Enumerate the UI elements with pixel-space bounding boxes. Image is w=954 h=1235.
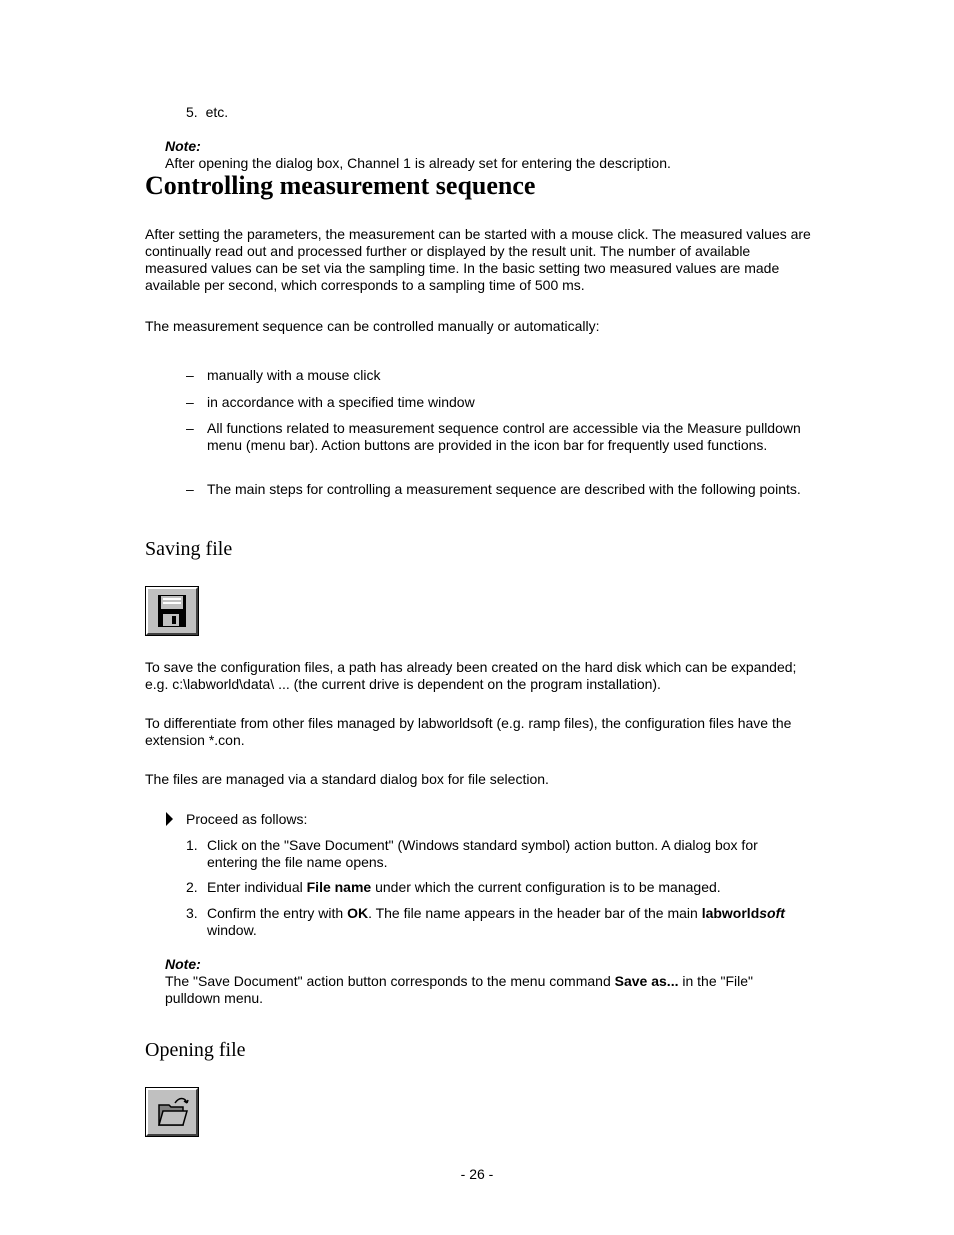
paragraph: After setting the parameters, the measurement can be started with a mouse click. The measured values are continually read out and processed further or displayed by the result unit. The number of available measured values can be set via the sampling time. In the basic setting two measured values are made available per second, which corresponds to a sampling time of 500 ms. [145,226,811,293]
note [165,956,795,1007]
arrow-bullet-icon [166,812,173,826]
floppy-disk-icon [157,594,187,628]
subsection-heading: Saving file [145,538,233,560]
save-document-button[interactable] [146,587,198,635]
step-number: 3. [186,905,198,921]
dash-marker: – [186,481,194,497]
paragraph: To differentiate from other files managed by labworldsoft (e.g. ramp files), the configuration files have the extension *.con. [145,715,792,748]
note-text: After opening the dialog box, Channel 1 is already set for entering the description. [165,155,671,171]
open-folder-icon [157,1095,191,1129]
list-text: All functions related to measurement sequence control are accessible via the Measure pulldown menu (menu bar). Action buttons are provided in the icon bar for frequently used functions. [207,420,801,453]
instruction-intro: Proceed as follows: [186,811,308,827]
list-text: etc. [205,104,229,120]
step-number: 1. [186,837,198,853]
paragraph: The files are managed via a standard dialog box for file selection. [145,771,549,787]
list-number: 5. [186,104,198,120]
dash-marker: – [186,367,194,383]
paragraph: To save the configuration files, a path has already been created on the hard disk which can be expanded; e.g. c:\labworld\data\ ... (the current drive is dependent on the program installation). [145,659,797,692]
step-text: Confirm the entry with OK. The file name appears in the header bar of the main labworldsoft window. [207,905,785,938]
paragraph: The measurement sequence can be controlled manually or automatically: [145,318,600,334]
note-label: Note: [165,956,201,972]
page-number: - 26 - [460,1166,494,1182]
list-text: The main steps for controlling a measurement sequence are described with the following points. [207,481,801,497]
dash-marker: – [186,420,194,436]
note [165,138,805,172]
note-text: The "Save Document" action button corresponds to the menu command Save as... in the "File" pulldown menu. [165,973,753,1006]
list-text: in accordance with a specified time window [207,394,475,410]
open-document-button[interactable] [146,1088,198,1136]
subsection-heading: Opening file [145,1039,246,1061]
section-heading: Controlling measurement sequence [145,171,536,200]
list-text: manually with a mouse click [207,367,381,383]
step-text: Click on the "Save Document" (Windows standard symbol) action button. A dialog box for entering the file name opens. [207,837,758,870]
step-number: 2. [186,879,198,895]
dash-marker: – [186,394,194,410]
list-item [186,104,228,120]
step-text: Enter individual File name under which the current configuration is to be managed. [207,879,721,895]
note-label: Note: [165,138,201,154]
